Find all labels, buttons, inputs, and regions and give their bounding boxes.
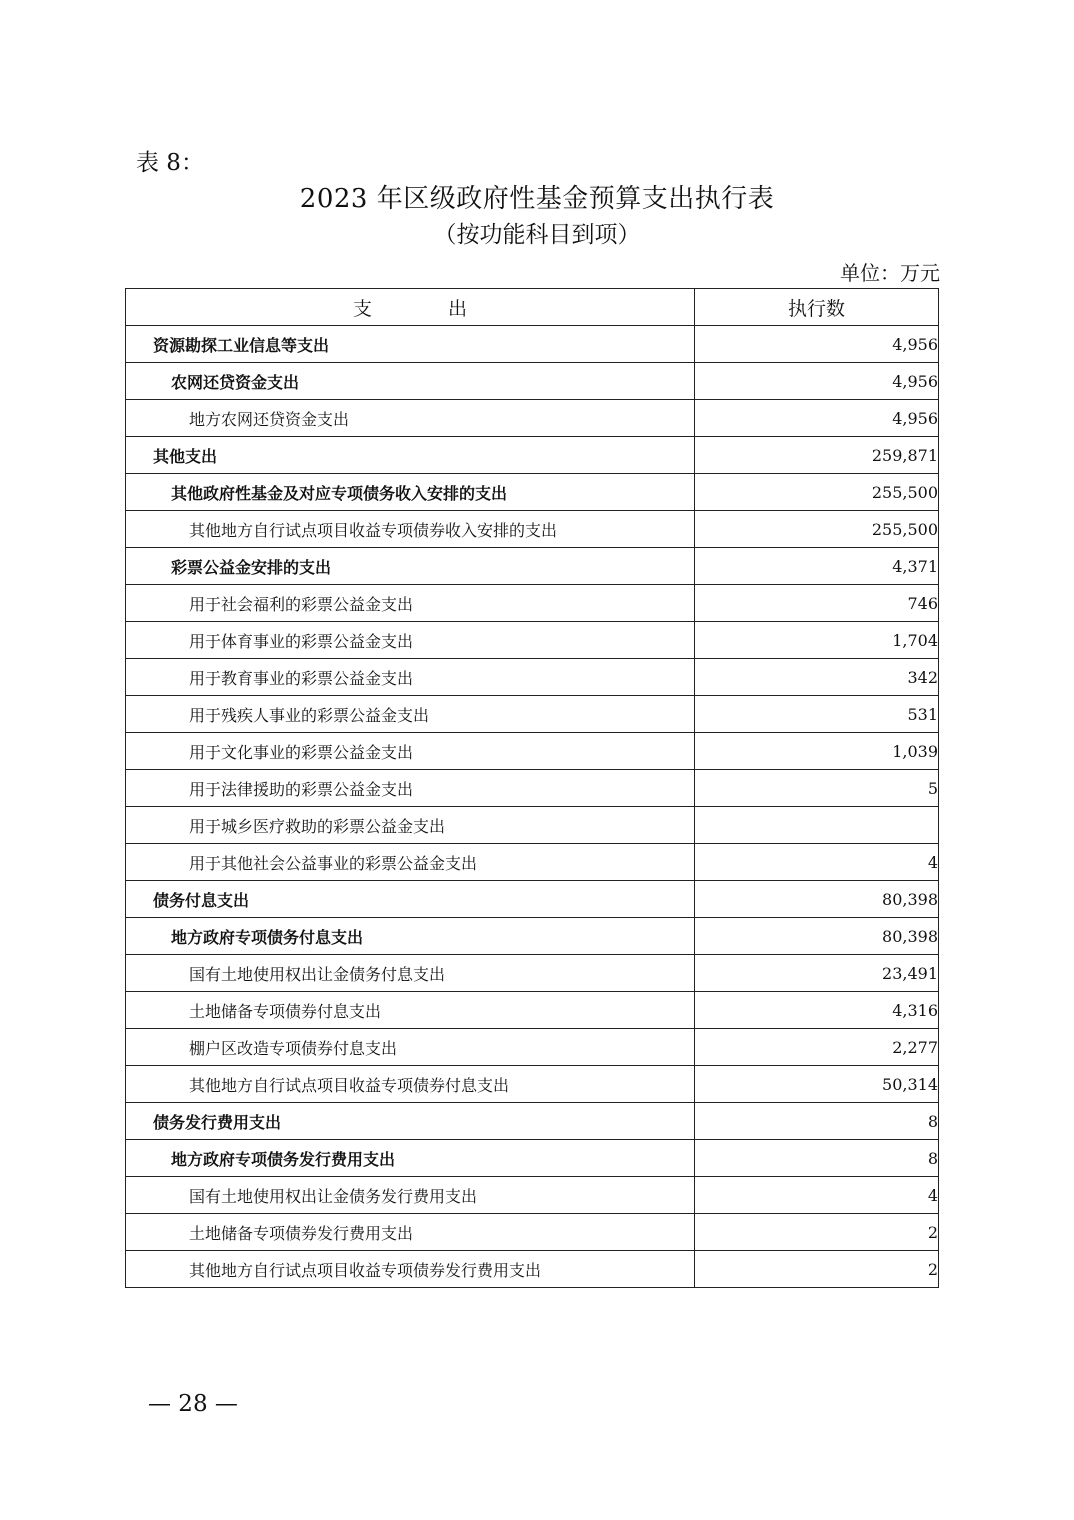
row-item-value: 1,704	[695, 622, 939, 659]
row-item-name: 地方政府专项债务付息支出	[126, 918, 695, 955]
table-row	[126, 1066, 939, 1103]
table-header-row	[126, 289, 939, 326]
row-item-name: 用于文化事业的彩票公益金支出	[126, 733, 695, 770]
row-item-value: 531	[695, 696, 939, 733]
row-item-value: 5	[695, 770, 939, 807]
row-item-value: 259,871	[695, 437, 939, 474]
row-item-name: 用于体育事业的彩票公益金支出	[126, 622, 695, 659]
table-row	[126, 733, 939, 770]
row-item-name: 其他地方自行试点项目收益专项债券收入安排的支出	[126, 511, 695, 548]
row-item-value: 50,314	[695, 1066, 939, 1103]
table-row	[126, 1177, 939, 1214]
table-row	[126, 622, 939, 659]
row-item-value: 80,398	[695, 881, 939, 918]
document-title: 2023 年区级政府性基金预算支出执行表	[299, 184, 775, 214]
table-row	[126, 363, 939, 400]
row-item-value: 4,956	[695, 363, 939, 400]
column-header-expenditure: 支 出	[126, 289, 695, 326]
row-item-name: 用于法律援助的彩票公益金支出	[126, 770, 695, 807]
row-item-value: 342	[695, 659, 939, 696]
row-item-value: 80,398	[695, 918, 939, 955]
table-row	[126, 548, 939, 585]
table-row	[126, 696, 939, 733]
row-item-value: 4	[695, 1177, 939, 1214]
table-row	[126, 844, 939, 881]
row-item-name: 资源勘探工业信息等支出	[126, 326, 695, 363]
row-item-name: 棚户区改造专项债券付息支出	[126, 1029, 695, 1066]
row-item-value: 255,500	[695, 511, 939, 548]
row-item-name: 用于社会福利的彩票公益金支出	[126, 585, 695, 622]
table-row	[126, 881, 939, 918]
budget-execution-table	[125, 288, 939, 1288]
unit-note: 单位：万元	[840, 261, 940, 285]
column-header-execution: 执行数	[695, 289, 939, 326]
row-item-name: 用于残疾人事业的彩票公益金支出	[126, 696, 695, 733]
table-row	[126, 992, 939, 1029]
row-item-name: 国有土地使用权出让金债务发行费用支出	[126, 1177, 695, 1214]
table-row	[126, 807, 939, 844]
table-label: 表 8：	[136, 150, 204, 176]
document-subtitle: （按功能科目到项）	[433, 222, 641, 248]
row-item-name: 用于城乡医疗救助的彩票公益金支出	[126, 807, 695, 844]
row-item-name: 其他地方自行试点项目收益专项债券付息支出	[126, 1066, 695, 1103]
table-row	[126, 1251, 939, 1288]
row-item-name: 其他支出	[126, 437, 695, 474]
row-item-value: 4,956	[695, 326, 939, 363]
table-row	[126, 400, 939, 437]
table-body	[126, 326, 939, 1288]
row-item-name: 农网还贷资金支出	[126, 363, 695, 400]
row-item-value: 2,277	[695, 1029, 939, 1066]
row-item-value: 8	[695, 1103, 939, 1140]
table-row	[126, 326, 939, 363]
row-item-value: 4,371	[695, 548, 939, 585]
row-item-name: 债务发行费用支出	[126, 1103, 695, 1140]
row-item-value: 4,316	[695, 992, 939, 1029]
row-item-name: 土地储备专项债券发行费用支出	[126, 1214, 695, 1251]
table-row	[126, 1140, 939, 1177]
row-item-value: 2	[695, 1214, 939, 1251]
table-row	[126, 511, 939, 548]
row-item-name: 其他地方自行试点项目收益专项债券发行费用支出	[126, 1251, 695, 1288]
row-item-value: 2	[695, 1251, 939, 1288]
row-item-name: 债务付息支出	[126, 881, 695, 918]
row-item-value	[695, 807, 939, 844]
table-row	[126, 1103, 939, 1140]
row-item-name: 地方农网还贷资金支出	[126, 400, 695, 437]
row-item-value: 8	[695, 1140, 939, 1177]
table-row	[126, 659, 939, 696]
row-item-name: 用于教育事业的彩票公益金支出	[126, 659, 695, 696]
row-item-value: 4,956	[695, 400, 939, 437]
row-item-name: 其他政府性基金及对应专项债务收入安排的支出	[126, 474, 695, 511]
row-item-value: 1,039	[695, 733, 939, 770]
table-row	[126, 585, 939, 622]
row-item-name: 彩票公益金安排的支出	[126, 548, 695, 585]
page-number: — 28 —	[148, 1391, 238, 1417]
table-row	[126, 770, 939, 807]
row-item-value: 4	[695, 844, 939, 881]
row-item-value: 255,500	[695, 474, 939, 511]
row-item-name: 国有土地使用权出让金债务付息支出	[126, 955, 695, 992]
table-row	[126, 1214, 939, 1251]
table-row	[126, 437, 939, 474]
row-item-name: 地方政府专项债务发行费用支出	[126, 1140, 695, 1177]
table-row	[126, 955, 939, 992]
table-row	[126, 474, 939, 511]
table-row	[126, 1029, 939, 1066]
row-item-value: 23,491	[695, 955, 939, 992]
table-row	[126, 918, 939, 955]
row-item-name: 土地储备专项债券付息支出	[126, 992, 695, 1029]
row-item-name: 用于其他社会公益事业的彩票公益金支出	[126, 844, 695, 881]
row-item-value: 746	[695, 585, 939, 622]
